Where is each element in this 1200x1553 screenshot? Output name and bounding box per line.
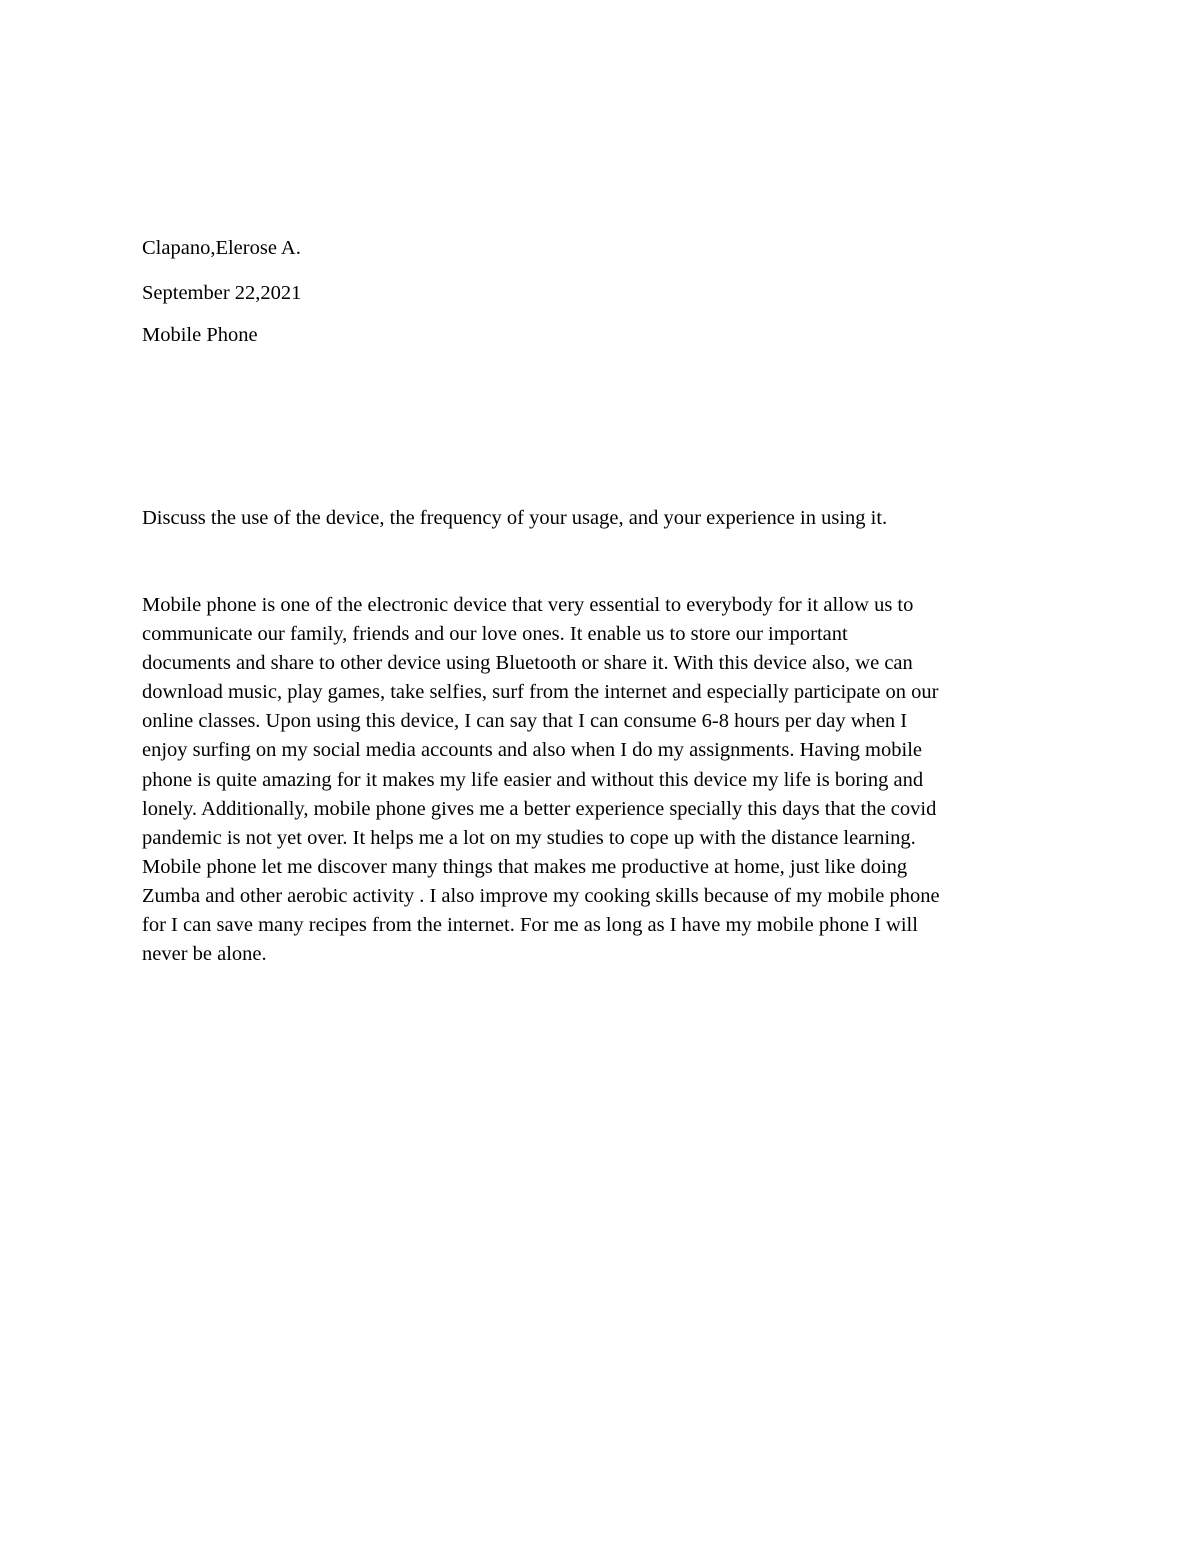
- essay-prompt: Discuss the use of the device, the frequency of your usage, and your experience in using it.: [142, 507, 888, 529]
- essay-paragraph: [142, 591, 1072, 969]
- essay-line: enjoy surfing on my social media accounts and also when I do my assignments. Having mobile: [142, 739, 922, 762]
- essay-line: pandemic is not yet over. It helps me a lot on my studies to cope up with the distance learning.: [142, 826, 916, 849]
- essay-line: lonely. Additionally, mobile phone gives me a better experience specially this days that the covid: [142, 797, 937, 820]
- essay-line: phone is quite amazing for it makes my life easier and without this device my life is boring and: [142, 768, 924, 791]
- essay-line: Mobile phone is one of the electronic device that very essential to everybody for it allow us to: [142, 594, 914, 616]
- essay-line: Mobile phone let me discover many things that makes me productive at home, just like doing: [142, 855, 908, 878]
- essay-line: Zumba and other aerobic activity . I also improve my cooking skills because of my mobile phone: [142, 884, 940, 907]
- essay-line: download music, play games, take selfies, surf from the internet and especially participate on our: [142, 681, 939, 704]
- essay-line: never be alone.: [142, 943, 267, 966]
- document-date: September 22,2021: [142, 282, 302, 304]
- essay-line: communicate our family, friends and our love ones. It enable us to store our important: [142, 623, 848, 646]
- document-subject: Mobile Phone: [142, 324, 258, 346]
- author-name: Clapano,Elerose A.: [142, 237, 301, 259]
- essay-line: online classes. Upon using this device, I can say that I can consume 6-8 hours per day when I: [142, 710, 908, 733]
- essay-line: for I can save many recipes from the internet. For me as long as I have my mobile phone I will: [142, 914, 918, 937]
- essay-line: documents and share to other device using Bluetooth or share it. With this device also, we can: [142, 652, 913, 675]
